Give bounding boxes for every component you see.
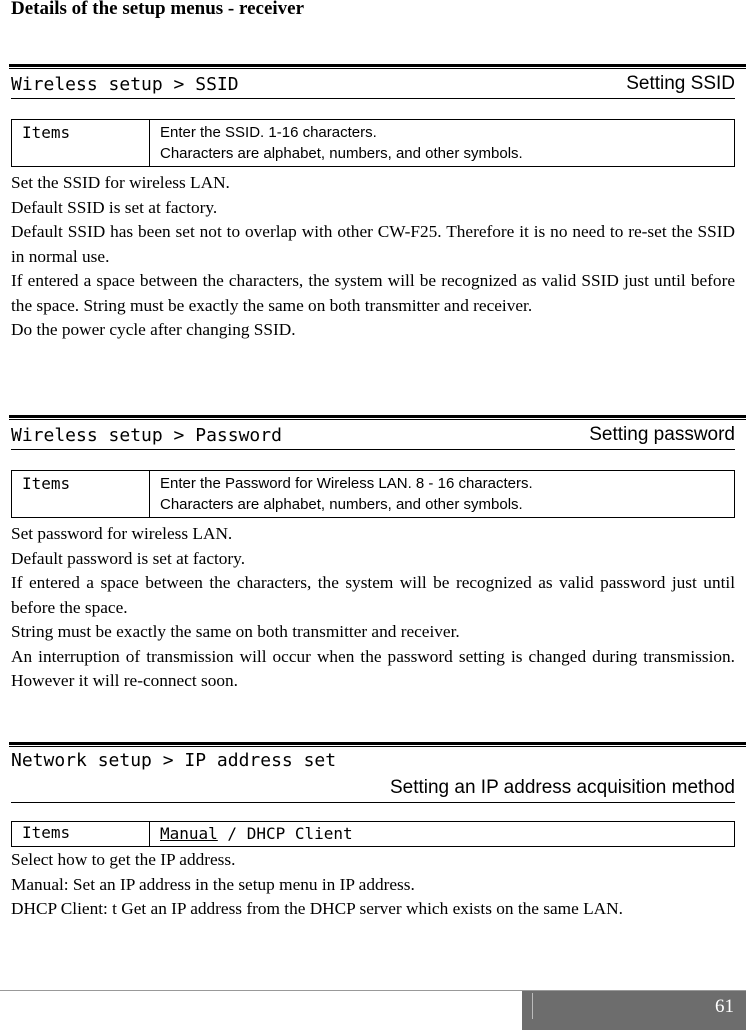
section-subtitle: Setting an IP address acquisition method: [389, 777, 735, 798]
section-rule: [9, 415, 746, 420]
body-paragraph: Manual: Set an IP address in the setup menu in IP address.: [11, 874, 415, 894]
items-line: Characters are alphabet, numbers, and other symbols.: [160, 145, 523, 162]
items-label: Items: [12, 822, 150, 847]
body-paragraph: DHCP Client: t Get an IP address from the DHCP server which exists on the same LAN.: [11, 899, 623, 918]
items-value: [150, 120, 735, 167]
body-paragraph: Default SSID has been set not to overlap with other CW-F25. Therefore it is no need to re-set the SSID in normal use.: [11, 222, 735, 266]
section-body: [11, 848, 735, 922]
body-paragraph: If entered a space between the characters, the system will be recognized as valid password just until before the space.: [11, 573, 735, 617]
section-title: Wireless setup > SSID: [11, 74, 239, 95]
body-paragraph: String must be exactly the same on both transmitter and receiver.: [11, 622, 460, 641]
page-number: 61: [715, 996, 734, 1017]
items-label: Items: [12, 120, 150, 167]
section-rule: [9, 742, 746, 747]
body-paragraph: Do the power cycle after changing SSID.: [11, 320, 296, 339]
section-title: Wireless setup > Password: [11, 425, 282, 446]
section-title-row: [11, 72, 735, 99]
items-line: Characters are alphabet, numbers, and other symbols.: [160, 496, 523, 513]
body-paragraph: An interruption of transmission will occur when the password setting is changed during transmission. However it will re-connect soon.: [11, 646, 735, 690]
items-value: [150, 471, 735, 518]
section-body: [11, 171, 735, 343]
items-table: [11, 119, 735, 167]
section-body: [11, 522, 735, 694]
section-title-row: [11, 423, 735, 450]
footer-separator: [532, 993, 533, 1019]
other-option: / DHCP Client: [217, 824, 353, 843]
body-paragraph: Set the SSID for wireless LAN.: [11, 173, 230, 192]
body-paragraph: Select how to get the IP address.: [11, 850, 236, 869]
page-number-box: [522, 991, 746, 1030]
section-subtitle: Setting password: [589, 424, 735, 445]
section-title: Network setup > IP address set: [11, 750, 337, 771]
body-paragraph: Set password for wireless LAN.: [11, 524, 233, 543]
default-option: Manual: [160, 824, 218, 843]
body-paragraph: If entered a space between the characters, the system will be recognized as valid SSID just until before the space. String must be exactly the same on both transmitter and receiver.: [11, 271, 735, 315]
body-paragraph: Default password is set at factory.: [11, 548, 246, 568]
page-header: Details of the setup menus - receiver: [11, 0, 305, 19]
items-table: [11, 821, 735, 847]
section-title-row: [11, 750, 735, 803]
section-subtitle: Setting SSID: [626, 73, 735, 94]
items-line: Enter the Password for Wireless LAN. 8 - 16 characters.: [160, 475, 533, 492]
items-line: Enter the SSID. 1-16 characters.: [160, 124, 377, 141]
section-rule: [9, 64, 746, 69]
items-value: [150, 822, 735, 847]
body-paragraph: Default SSID is set at factory.: [11, 197, 218, 217]
items-table: [11, 470, 735, 518]
items-label: Items: [12, 471, 150, 518]
